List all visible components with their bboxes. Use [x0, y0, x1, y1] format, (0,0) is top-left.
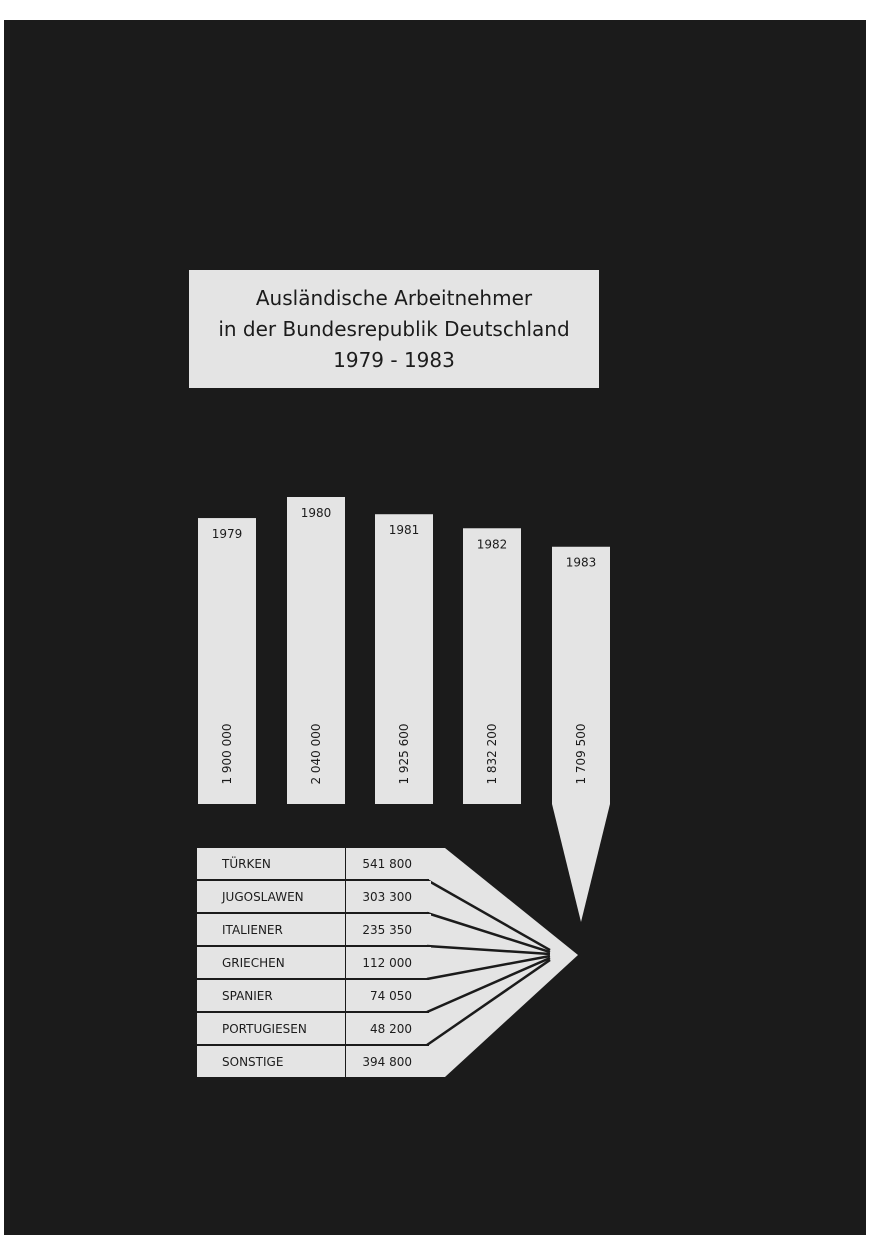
bar-year-label: 1980	[300, 506, 332, 520]
bar-year-label: 1981	[388, 523, 420, 538]
breakdown-value-label: 48 200	[370, 1022, 412, 1036]
breakdown-nationality-label: TÜRKEN	[222, 857, 271, 871]
bar-year-label: 1982	[476, 537, 508, 552]
bar-value-label: 1 900 000	[220, 723, 234, 785]
breakdown-value-label: 394 800	[362, 1055, 412, 1069]
breakdown-nationality-label: SONSTIGE	[222, 1055, 284, 1069]
breakdown-nationality-label: JUGOSLAWEN	[222, 890, 304, 904]
breakdown-label-cell	[197, 848, 345, 879]
title-line-1: Ausländische Arbeitnehmer	[255, 286, 533, 310]
title-box	[189, 270, 599, 388]
breakdown-value-label: 303 300	[362, 890, 412, 904]
breakdown-value-label: 235 350	[362, 923, 412, 937]
breakdown-nationality-label: SPANIER	[222, 989, 273, 1003]
breakdown-value-label: 74 050	[370, 989, 412, 1003]
breakdown-nationality-label: ITALIENER	[222, 923, 283, 937]
bar-value-label: 1 832 200	[485, 723, 499, 785]
bar-value-label: 1 709 500	[574, 723, 588, 785]
bar-year-label: 1979	[211, 527, 243, 542]
title-line-2: in der Bundesrepublik Deutschland	[218, 317, 570, 341]
breakdown-nationality-label: PORTUGIESEN	[222, 1022, 307, 1036]
title-line-3: 1979 - 1983	[333, 348, 455, 372]
bar-year-label: 1983	[565, 555, 597, 570]
breakdown-nationality-label: GRIECHEN	[222, 956, 285, 970]
breakdown-value-label: 541 800	[362, 857, 412, 871]
breakdown-value-label: 112 000	[362, 956, 412, 970]
bar-value-label: 2 040 000	[309, 723, 323, 785]
bar-value-label: 1 925 600	[397, 723, 411, 785]
